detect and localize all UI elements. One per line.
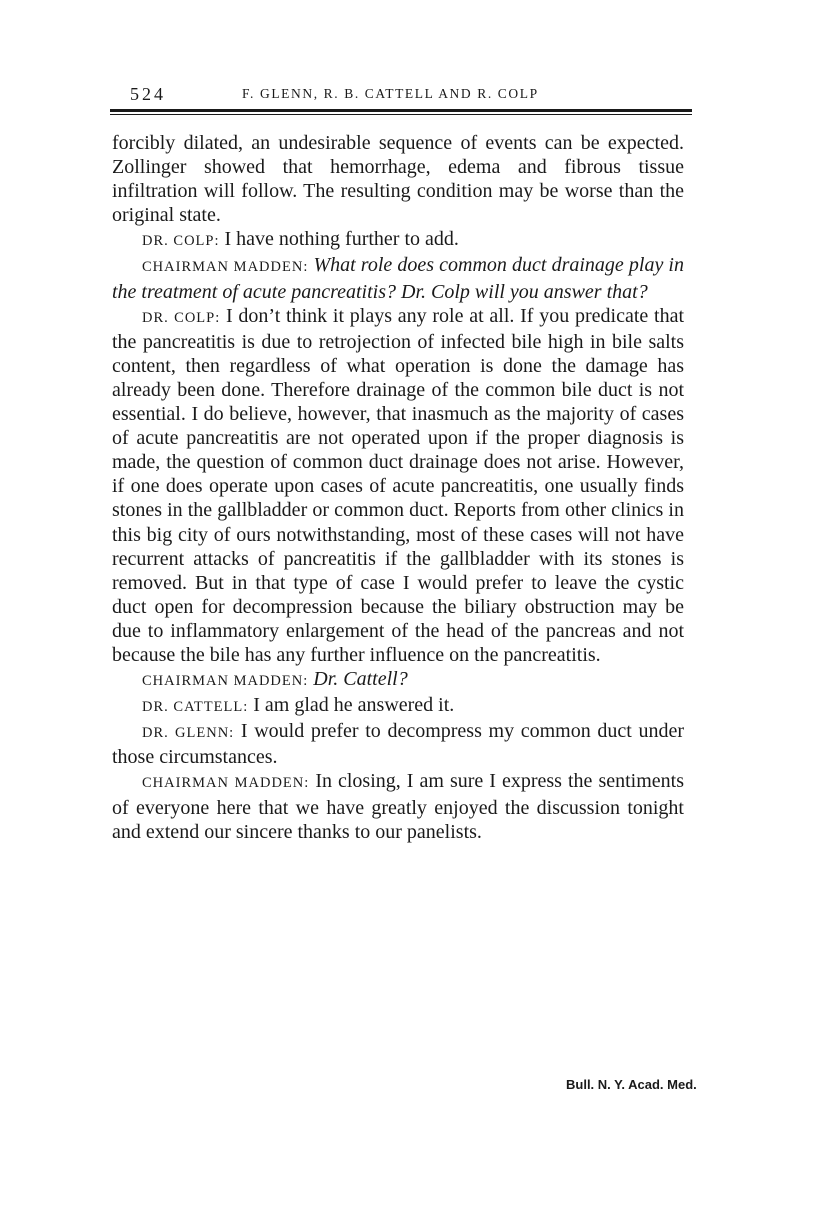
question-text: What role does common duct drainage play in the treatment of acute pancreatitis? Dr. Colp will you answer that? (112, 254, 684, 303)
speaker-label: DR. GLENN: (142, 725, 235, 742)
paragraph-text: I have nothing further to add. (224, 228, 459, 251)
page-number: 524 (130, 84, 166, 104)
speaker-label: CHAIRMAN MADDEN: (142, 259, 309, 276)
paragraph (112, 693, 684, 719)
speaker-label: DR. COLP: (142, 309, 221, 326)
paragraph-text: In closing, I am sure I express the sentiments of everyone here that we have greatly enjoyed the discussion tonight and extend our sincere thanks to our panelists. (112, 770, 685, 843)
paragraph (112, 253, 684, 303)
paragraph (112, 131, 684, 227)
paragraph (112, 769, 684, 843)
paragraph (112, 227, 684, 253)
header-rule-thick (110, 109, 692, 112)
paragraph (112, 667, 684, 693)
journal-footer: Bull. N. Y. Acad. Med. (566, 1077, 697, 1092)
paragraph (112, 304, 684, 667)
header-rule-thin (110, 114, 692, 115)
paragraph-text: I would prefer to decompress my common duct under those circumstances. (112, 720, 684, 769)
speaker-label: CHAIRMAN MADDEN: (142, 673, 309, 690)
paragraph-text: forcibly dilated, an undesirable sequence of events can be expected. Zollinger showed that hemorrhage, edema and fibrous tissue infiltration will follow. The resulting condition may be worse than the original state. (112, 132, 684, 227)
body-text (112, 131, 684, 844)
speaker-label: CHAIRMAN MADDEN: (142, 775, 310, 792)
page-header (112, 84, 694, 108)
speaker-label: DR. COLP: (142, 233, 220, 250)
paragraph (112, 719, 684, 769)
running-head: F. GLENN, R. B. CATTELL AND R. COLP (242, 86, 539, 101)
paragraph-text: I am glad he answered it. (253, 694, 455, 717)
speaker-label: DR. CATTELL: (142, 699, 249, 716)
paragraph-text: I don’t think it plays any role at all. If you predicate that the pancreatitis is due to retrojection of infected bile high in bile salts content, then regardless of what operation is done the damage has already been done. Therefore drainage of the common bile duct is not essential. I do believe, however, that inasmuch as the majority of cases of acute pancreatitis are not operated upon if the proper diagnosis is made, the question of common duct drainage does not arise. However, if one does operate upon cases of acute pancreatitis, one usually finds stones in the gallbladder or common duct. Reports from other clinics in this big city of ours notwithstanding, most of these cases will not have recurrent attacks of pancreatitis if the gallbladder with its stones is removed. But in that type of case I would prefer to leave the cystic duct open for decompression because the biliary obstruction may be due to inflammatory enlargement of the head of the pancreas and not because the bile has any further influence on the pancreatitis. (112, 304, 685, 666)
question-text: Dr. Cattell? (313, 668, 408, 691)
